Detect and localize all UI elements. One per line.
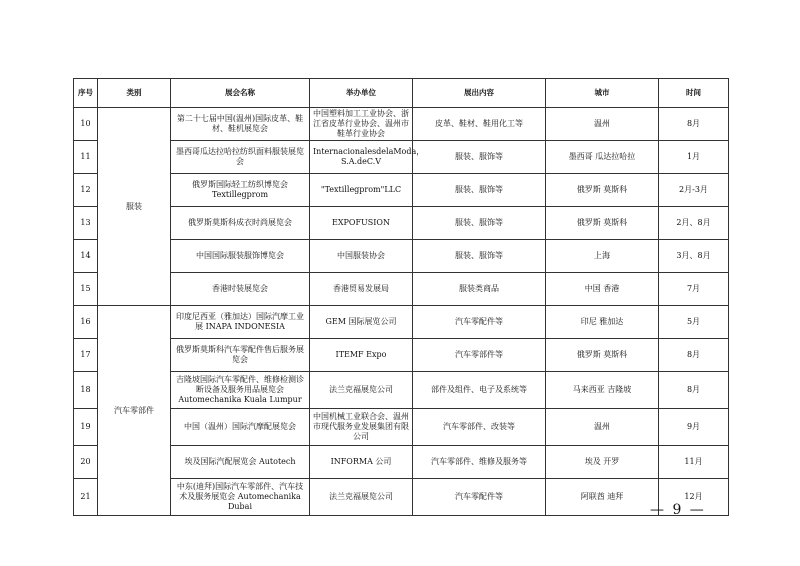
header-city: 城市 [546,79,659,108]
header-seq: 序号 [74,79,98,108]
table-row [74,479,729,516]
header-organizer: 举办单位 [310,79,413,108]
page-number: — 9 — [650,502,706,518]
row-time: 12月 [659,479,729,516]
row-organizer: INFORMA 公司 [310,446,413,479]
table-row [74,108,729,141]
row-city: 中国 香港 [546,273,659,306]
row-organizer: 中国塑料加工工业协会、浙江省皮革行业协会、温州市鞋革行业协会 [310,108,413,141]
row-city: 墨西哥 瓜达拉哈拉 [546,141,659,174]
table-row [74,273,729,306]
category-cell: 服装 [98,108,171,306]
row-time: 3月、8月 [659,240,729,273]
row-organizer: 香港贸易发展局 [310,273,413,306]
row-content: 服装类商品 [413,273,546,306]
row-content: 汽车零部件、维修及服务等 [413,446,546,479]
row-organizer: "Textillegprom"LLC [310,174,413,207]
header-time: 时间 [659,79,729,108]
row-city: 埃及 开罗 [546,446,659,479]
header-content: 展出内容 [413,79,546,108]
row-name: 第二十七届中国(温州)国际皮革、鞋材、鞋机展览会 [171,108,310,141]
header-category: 类别 [98,79,171,108]
row-content: 服装、服饰等 [413,141,546,174]
row-content: 汽车零部件等 [413,339,546,372]
row-time: 11月 [659,446,729,479]
row-no: 14 [74,240,98,273]
row-name: 中国国际服装服饰博览会 [171,240,310,273]
row-time: 2月-3月 [659,174,729,207]
row-no: 17 [74,339,98,372]
row-name: 香港时装展览会 [171,273,310,306]
row-content: 服装、服饰等 [413,207,546,240]
table-row [74,446,729,479]
row-city: 俄罗斯 莫斯科 [546,207,659,240]
row-name: 吉隆坡国际汽车零配件、维修检测诊断设备及服务用品展览会 Automechanika Kuala Lumpur [171,372,310,409]
row-no: 12 [74,174,98,207]
row-content: 部件及组件、电子及系统等 [413,372,546,409]
row-name: 俄罗斯莫斯科成衣时尚展览会 [171,207,310,240]
table-row [74,141,729,174]
row-city: 温州 [546,108,659,141]
row-name: 中东(迪拜)国际汽车零部件、汽车技术及服务展览会 Automechanika Dubai [171,479,310,516]
row-content: 服装、服饰等 [413,240,546,273]
row-name: 俄罗斯莫斯科汽车零配件售后服务展览会 [171,339,310,372]
row-no: 15 [74,273,98,306]
row-no: 20 [74,446,98,479]
row-city: 马来西亚 吉隆坡 [546,372,659,409]
table-row [74,339,729,372]
row-no: 10 [74,108,98,141]
row-no: 16 [74,306,98,339]
row-no: 18 [74,372,98,409]
row-time: 1月 [659,141,729,174]
row-organizer: 中国机械工业联合会、温州市现代服务业发展集团有限公司 [310,409,413,446]
exhibition-table [73,78,729,516]
row-no: 11 [74,141,98,174]
table-row [74,372,729,409]
row-name: 墨西哥瓜达拉哈拉纺织面料服装展览会 [171,141,310,174]
row-time: 9月 [659,409,729,446]
row-content: 汽车零部件、改装等 [413,409,546,446]
row-organizer: EXPOFUSION [310,207,413,240]
table-row [74,409,729,446]
row-no: 19 [74,409,98,446]
row-name: 俄罗斯国际轻工纺织博览会 Textillegprom [171,174,310,207]
row-content: 汽车零配件等 [413,306,546,339]
row-no: 21 [74,479,98,516]
row-name: 中国（温州）国际汽摩配展览会 [171,409,310,446]
row-time: 8月 [659,372,729,409]
row-city: 温州 [546,409,659,446]
row-time: 2月、8月 [659,207,729,240]
row-time: 8月 [659,339,729,372]
row-time: 5月 [659,306,729,339]
row-organizer: 法兰克福展览公司 [310,372,413,409]
row-city: 印尼 雅加达 [546,306,659,339]
row-content: 皮革、鞋材、鞋用化工等 [413,108,546,141]
table-row [74,174,729,207]
table-row [74,240,729,273]
row-city: 上海 [546,240,659,273]
table-header-row [74,79,729,108]
row-organizer: InternacionalesdelaModa，S.A.deC.V [310,141,413,174]
row-name: 埃及国际汽配展览会 Autotech [171,446,310,479]
header-name: 展会名称 [171,79,310,108]
row-content: 服装、服饰等 [413,174,546,207]
row-time: 7月 [659,273,729,306]
row-name: 印度尼西亚（雅加达）国际汽摩工业展 INAPA INDONESIA [171,306,310,339]
row-city: 阿联酋 迪拜 [546,479,659,516]
row-city: 俄罗斯 莫斯科 [546,339,659,372]
row-content: 汽车零配件等 [413,479,546,516]
table-row [74,306,729,339]
category-cell: 汽车零部件 [98,306,171,516]
row-organizer: 中国服装协会 [310,240,413,273]
row-organizer: ITEMF Expo [310,339,413,372]
row-no: 13 [74,207,98,240]
row-city: 俄罗斯 莫斯科 [546,174,659,207]
row-organizer: GEM 国际展览公司 [310,306,413,339]
table-row [74,207,729,240]
row-time: 8月 [659,108,729,141]
row-organizer: 法兰克福展览公司 [310,479,413,516]
